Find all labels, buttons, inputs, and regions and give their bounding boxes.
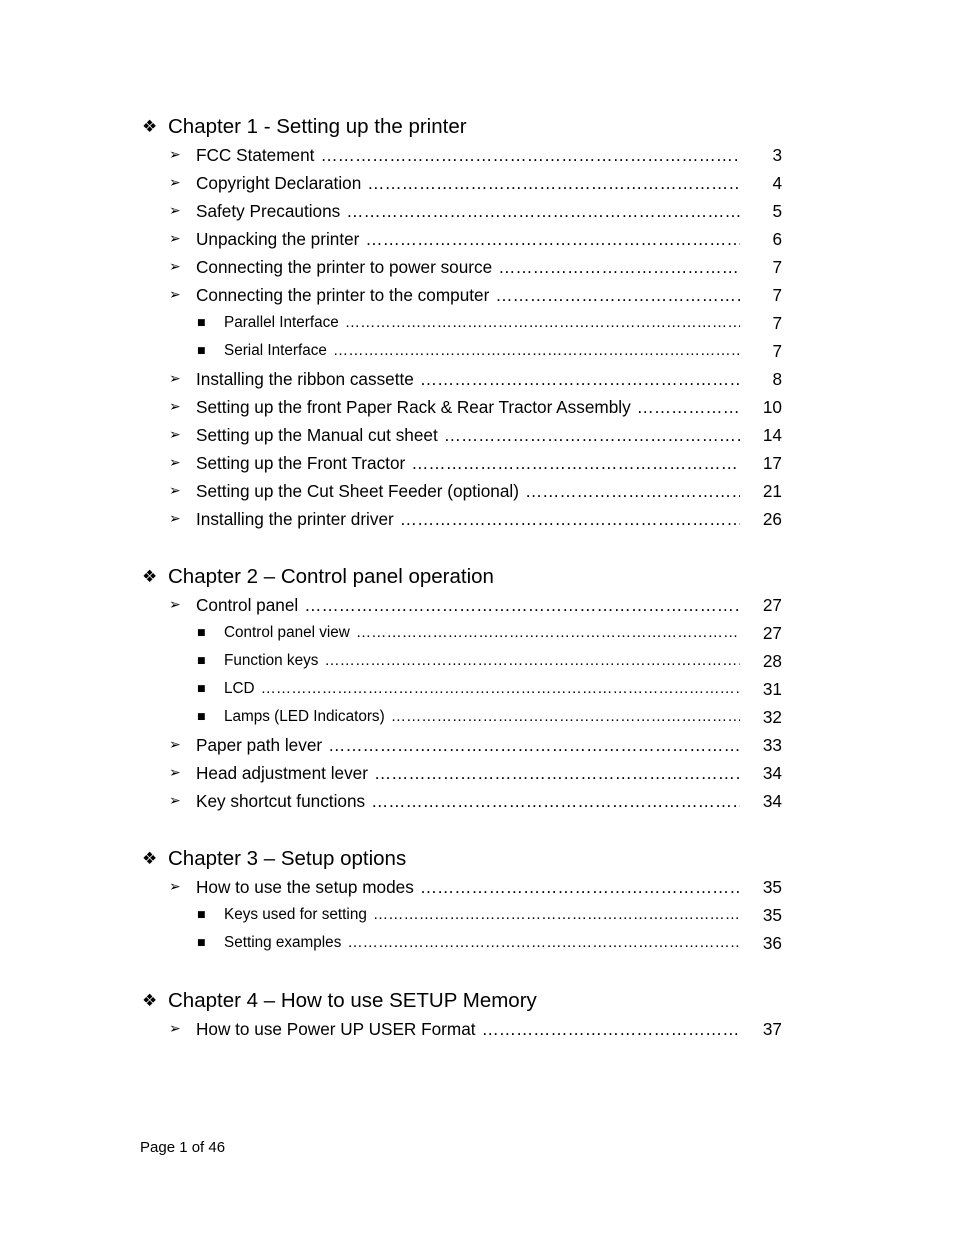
toc-subentry[interactable] — [142, 619, 782, 647]
toc-page-number: 7 — [772, 312, 782, 333]
square-bullet-icon: ■ — [197, 656, 206, 666]
toc-entry[interactable] — [142, 365, 782, 393]
dot-leader — [525, 481, 740, 502]
arrow-bullet-icon: ➢ — [169, 597, 181, 613]
toc-page-number: 3 — [772, 144, 782, 165]
toc-entry-label: Connecting the printer to the computer — [196, 284, 490, 305]
arrow-bullet-icon: ➢ — [169, 203, 181, 219]
arrow-bullet-icon: ➢ — [169, 399, 181, 415]
toc-subentry[interactable] — [142, 929, 782, 957]
toc-page-number: 10 — [762, 396, 782, 417]
toc-subentry[interactable] — [142, 675, 782, 703]
dot-leader — [371, 791, 740, 812]
dot-leader — [261, 680, 740, 698]
arrow-bullet-icon: ➢ — [169, 879, 181, 895]
toc-entry-label: Control panel view — [224, 624, 350, 641]
toc-subentry[interactable] — [142, 309, 782, 337]
chapter-section — [142, 563, 782, 815]
square-bullet-icon: ■ — [197, 712, 206, 722]
toc-page-number: 4 — [772, 172, 782, 193]
toc-entry-label: How to use Power UP USER Format — [196, 1018, 476, 1039]
dot-leader — [367, 173, 740, 194]
toc-page-number: 37 — [762, 1018, 782, 1039]
toc-page-number: 32 — [762, 706, 782, 727]
toc-page-number: 28 — [762, 650, 782, 671]
dot-leader — [356, 624, 740, 642]
toc-page-number: 35 — [762, 904, 782, 925]
arrow-bullet-icon: ➢ — [169, 175, 181, 191]
chapter-heading — [142, 113, 782, 141]
chapter-section — [142, 845, 782, 957]
toc-page-number: 33 — [762, 734, 782, 755]
toc-page-number: 31 — [762, 678, 782, 699]
dot-leader — [304, 595, 740, 616]
arrow-bullet-icon: ➢ — [169, 371, 181, 387]
page-footer: Page 1 of 46 — [140, 1139, 226, 1156]
toc-entry-label: Setting examples — [224, 934, 342, 951]
toc-entry-label: How to use the setup modes — [196, 876, 414, 897]
dot-leader — [637, 397, 740, 418]
toc-page-number: 5 — [772, 200, 782, 221]
dot-leader — [400, 509, 740, 530]
toc-page-number: 21 — [762, 480, 782, 501]
toc-entry-label: Copyright Declaration — [196, 172, 362, 193]
chapter-title: Chapter 3 – Setup options — [168, 847, 407, 870]
toc-entry-label: Setting up the Front Tractor — [196, 452, 406, 473]
toc-page-number: 36 — [762, 932, 782, 953]
chapter-section — [142, 987, 782, 1043]
arrow-bullet-icon: ➢ — [169, 765, 181, 781]
toc-page-number: 26 — [762, 508, 782, 529]
toc-entry-label: Head adjustment lever — [196, 762, 368, 783]
arrow-bullet-icon: ➢ — [169, 511, 181, 527]
arrow-bullet-icon: ➢ — [169, 231, 181, 247]
chapter-section — [142, 113, 782, 533]
toc-entry[interactable] — [142, 197, 782, 225]
toc-page-number: 34 — [762, 790, 782, 811]
dot-leader — [420, 369, 740, 390]
toc-entry-label: LCD — [224, 680, 255, 697]
diamond-star-icon: ❖ — [142, 849, 158, 869]
toc-page-number: 27 — [762, 594, 782, 615]
toc-page-number: 7 — [772, 284, 782, 305]
toc-entry[interactable] — [142, 281, 782, 309]
toc-entry[interactable] — [142, 169, 782, 197]
arrow-bullet-icon: ➢ — [169, 793, 181, 809]
arrow-bullet-icon: ➢ — [169, 455, 181, 471]
toc-entry[interactable] — [142, 787, 782, 815]
dot-leader — [347, 934, 740, 952]
toc-entry[interactable] — [142, 225, 782, 253]
toc-entry-label: Control panel — [196, 594, 299, 615]
toc-page-number: 35 — [762, 876, 782, 897]
toc-entry-label: Setting up the front Paper Rack & Rear Tractor Assembly — [196, 396, 631, 417]
toc-entry[interactable] — [142, 505, 782, 533]
toc-page-number: 14 — [762, 424, 782, 445]
toc-entry-label: Installing the ribbon cassette — [196, 368, 414, 389]
toc-entry[interactable] — [142, 591, 782, 619]
square-bullet-icon: ■ — [197, 938, 206, 948]
dot-leader — [391, 708, 740, 726]
toc-entry-label: Lamps (LED Indicators) — [224, 708, 385, 725]
dot-leader — [345, 314, 740, 332]
arrow-bullet-icon: ➢ — [169, 259, 181, 275]
square-bullet-icon: ■ — [197, 910, 206, 920]
chapter-title: Chapter 1 - Setting up the printer — [168, 115, 467, 138]
dot-leader — [328, 735, 740, 756]
toc-page-number: 7 — [772, 256, 782, 277]
square-bullet-icon: ■ — [197, 318, 206, 328]
chapter-title: Chapter 2 – Control panel operation — [168, 565, 494, 588]
toc-entry-label: Keys used for setting — [224, 906, 367, 923]
toc-entry-label: Unpacking the printer — [196, 228, 360, 249]
dot-leader — [495, 285, 740, 306]
toc-page-number: 6 — [772, 228, 782, 249]
dot-leader — [482, 1019, 740, 1040]
diamond-star-icon: ❖ — [142, 991, 158, 1011]
toc-entry-label: Key shortcut functions — [196, 790, 366, 811]
dot-leader — [346, 201, 740, 222]
toc-entry-label: Function keys — [224, 652, 319, 669]
chapter-title: Chapter 4 – How to use SETUP Memory — [168, 989, 537, 1012]
toc-entry-label: Parallel Interface — [224, 314, 339, 331]
toc-entry-label: Safety Precautions — [196, 200, 341, 221]
arrow-bullet-icon: ➢ — [169, 1021, 181, 1037]
arrow-bullet-icon: ➢ — [169, 287, 181, 303]
toc-entry[interactable] — [142, 759, 782, 787]
dot-leader — [444, 425, 740, 446]
toc-entry[interactable] — [142, 477, 782, 505]
toc-entry[interactable] — [142, 1015, 782, 1043]
chapter-heading — [142, 845, 782, 873]
toc-entry[interactable] — [142, 449, 782, 477]
toc-entry-label: Setting up the Manual cut sheet — [196, 424, 438, 445]
square-bullet-icon: ■ — [197, 684, 206, 694]
dot-leader — [420, 877, 740, 898]
chapter-heading — [142, 563, 782, 591]
toc-entry[interactable] — [142, 141, 782, 169]
table-of-contents — [142, 113, 782, 1043]
toc-entry-label: Installing the printer driver — [196, 508, 394, 529]
square-bullet-icon: ■ — [197, 628, 206, 638]
toc-subentry[interactable] — [142, 901, 782, 929]
arrow-bullet-icon: ➢ — [169, 737, 181, 753]
dot-leader — [373, 906, 740, 924]
dot-leader — [365, 229, 740, 250]
toc-entry[interactable] — [142, 421, 782, 449]
square-bullet-icon: ■ — [197, 346, 206, 356]
arrow-bullet-icon: ➢ — [169, 427, 181, 443]
dot-leader — [411, 453, 740, 474]
toc-subentry[interactable] — [142, 703, 782, 731]
toc-subentry[interactable] — [142, 647, 782, 675]
toc-page-number: 8 — [772, 368, 782, 389]
dot-leader — [498, 257, 740, 278]
toc-entry[interactable] — [142, 873, 782, 901]
arrow-bullet-icon: ➢ — [169, 483, 181, 499]
toc-page-number: 7 — [772, 340, 782, 361]
toc-page-number: 34 — [762, 762, 782, 783]
toc-entry[interactable] — [142, 731, 782, 759]
toc-entry-label: FCC Statement — [196, 144, 315, 165]
toc-subentry[interactable] — [142, 337, 782, 365]
arrow-bullet-icon: ➢ — [169, 147, 181, 163]
toc-entry-label: Setting up the Cut Sheet Feeder (optional) — [196, 480, 519, 501]
toc-page-number: 17 — [762, 452, 782, 473]
dot-leader — [374, 763, 740, 784]
toc-entry-label: Serial Interface — [224, 342, 327, 359]
toc-entry[interactable] — [142, 253, 782, 281]
toc-entry-label: Paper path lever — [196, 734, 323, 755]
dot-leader — [333, 342, 740, 360]
diamond-star-icon: ❖ — [142, 117, 158, 137]
diamond-star-icon: ❖ — [142, 567, 158, 587]
dot-leader — [324, 652, 740, 670]
toc-entry-label: Connecting the printer to power source — [196, 256, 493, 277]
dot-leader — [320, 145, 740, 166]
toc-page-number: 27 — [762, 622, 782, 643]
toc-entry[interactable] — [142, 393, 782, 421]
chapter-heading — [142, 987, 782, 1015]
